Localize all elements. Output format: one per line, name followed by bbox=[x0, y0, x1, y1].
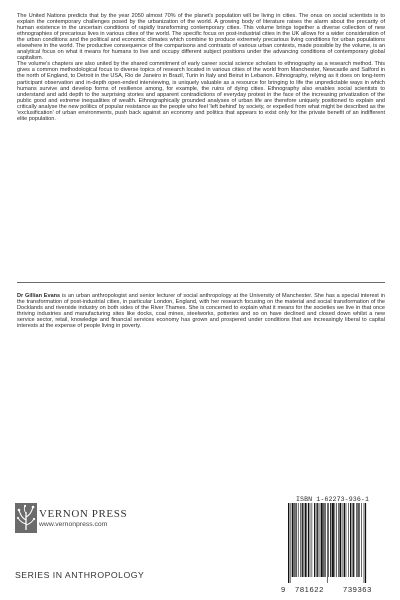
barcode-bar bbox=[321, 503, 323, 577]
barcode-bar bbox=[359, 503, 360, 577]
blurb-paragraph-2: The volume's chapters are also united by the shared commitment of early career social science scholars to ethnography as a research method. This gives a common methodological focus to diverse topics of research located in various cities of the world from Manchester, Newcastle and Salford in the north of England, to Detroit in the USA, Rio de Janeiro in Brazil, Turin in Italy and Beirut in Lebanon. Ethnography, relying as it does on long-term participant observation and in-depth open-ended interviewing, is uniquely valuable as a resource for bringing to life the unpredictable ways in which humans survive and develop forms of resilience among, for example, the ruins of dying cities. Ethnography also enables social scientists to understand and add depth to the surprising stories and apparent contradictions of everyday protest in the face of the increasing privatization of the public good and extreme inequalities of wealth. Ethnographically grounded analyses of urban life are therefore uniquely positioned to explain and critically analyse the new politics of popular resistance as the people who feel 'left behind' by society, or expelled from what might be described as the 'exclusification' of urban environments, push back against an economy and politics that appears to exist only for the private benefit of an indifferent elite population. bbox=[17, 61, 385, 122]
barcode-bar bbox=[338, 503, 339, 577]
barcode-digits-group2: 739363 bbox=[343, 585, 372, 594]
barcode-bar bbox=[327, 503, 328, 583]
barcode-bar bbox=[332, 503, 334, 577]
barcode-bar bbox=[365, 503, 366, 583]
barcode-bar bbox=[302, 503, 303, 577]
barcode-bar bbox=[343, 503, 344, 577]
barcode-bar bbox=[292, 503, 294, 577]
barcode-bar bbox=[352, 503, 353, 577]
barcode-bar bbox=[335, 503, 336, 577]
barcode-bar bbox=[364, 503, 365, 583]
barcode-bar bbox=[330, 503, 331, 577]
barcode-digit-lead: 9 bbox=[281, 585, 286, 594]
barcode-bar bbox=[325, 503, 326, 577]
barcode-bar bbox=[348, 503, 349, 577]
author-name: Dr Gillian Evans bbox=[17, 293, 61, 299]
barcode-bar bbox=[294, 503, 295, 577]
publisher-name: VERNON PRESS bbox=[39, 508, 128, 520]
barcode-bar bbox=[357, 503, 358, 577]
barcode-bar bbox=[312, 503, 313, 577]
blurb-paragraph-1: The United Nations predicts that by the year 2050 almost 70% of the planet's population will be living in cities. The onus on social scientists is to explain the contemporary challenges posed by the urbanization of the world. A growing body of literature raises the alarm about the precarity of human existence in the uncertain conditions of rapidly transforming contemporary cities. This volume brings together a diverse collection of new ethnographies of precarious lives in various cities of the world. The specific focus on post-industrial cities in the UK allows for a wider consideration of the urban conditions and the political and economic climates which combine to produce extremely precarious living conditions for urban populations elsewhere in the world. The productive consequence of the comparisons and contrasts of various urban contexts, made possible by the volume, is an analytical focus on what it means for humans to live and occupy different subject positions under the advancing conditions of contemporary global capitalism. bbox=[17, 13, 385, 62]
barcode-bar bbox=[320, 503, 321, 577]
barcode-bar bbox=[323, 503, 324, 577]
barcode-bar bbox=[305, 503, 307, 577]
barcode-bar bbox=[317, 503, 318, 577]
barcode-bar bbox=[344, 503, 345, 577]
barcode-bar bbox=[298, 503, 299, 577]
author-bio-text: is an urban anthropologist and senior lecturer of social anthropology at the University of Manchester. She has a special interest in the transformation of post-industrial cities, in particular London, England, with her research focusing on the material and social transformation of the Docklands and riverside industry on both sides of the River Thames. She is concerned to explain what it means for the societies we live in that once thriving industries and manufacturing sites like docks, coal mines, steelworks, potteries and so on have declined and closed down whilst a new service sector, retail, knowledge and financial services economy has grown and prospered under conditions that are increasingly liberal to capital interests at the expense of people living in poverty. bbox=[17, 293, 386, 330]
isbn-barcode bbox=[287, 503, 387, 583]
publisher-url: www.vernonpress.com bbox=[39, 521, 108, 528]
blurb-text bbox=[17, 13, 385, 122]
barcode-bar bbox=[290, 503, 291, 583]
author-bio bbox=[17, 293, 385, 329]
isbn-label: ISBN 1-62273-936-1 bbox=[296, 496, 370, 503]
barcode-bar bbox=[308, 503, 309, 577]
publisher-block bbox=[15, 503, 215, 595]
barcode-bar bbox=[353, 503, 354, 577]
vernon-press-logo-icon bbox=[15, 503, 37, 533]
barcode-bar bbox=[304, 503, 305, 577]
barcode-bar bbox=[339, 503, 341, 577]
series-name: SERIES IN ANTHROPOLOGY bbox=[15, 570, 145, 580]
barcode-digits-group1: 781622 bbox=[295, 585, 324, 594]
barcode-bar bbox=[310, 503, 311, 577]
section-divider bbox=[17, 282, 385, 283]
barcode-bar bbox=[328, 503, 329, 577]
barcode-bar bbox=[316, 503, 317, 577]
barcode-bar bbox=[300, 503, 301, 577]
barcode-bar bbox=[356, 503, 357, 577]
barcode-bar bbox=[361, 503, 362, 577]
barcode-bar bbox=[314, 503, 315, 577]
barcode-bar bbox=[295, 503, 296, 577]
barcode-bar bbox=[288, 503, 289, 583]
barcode-bar bbox=[350, 503, 351, 577]
barcode-bar bbox=[336, 503, 337, 577]
barcode-bar bbox=[346, 503, 347, 577]
